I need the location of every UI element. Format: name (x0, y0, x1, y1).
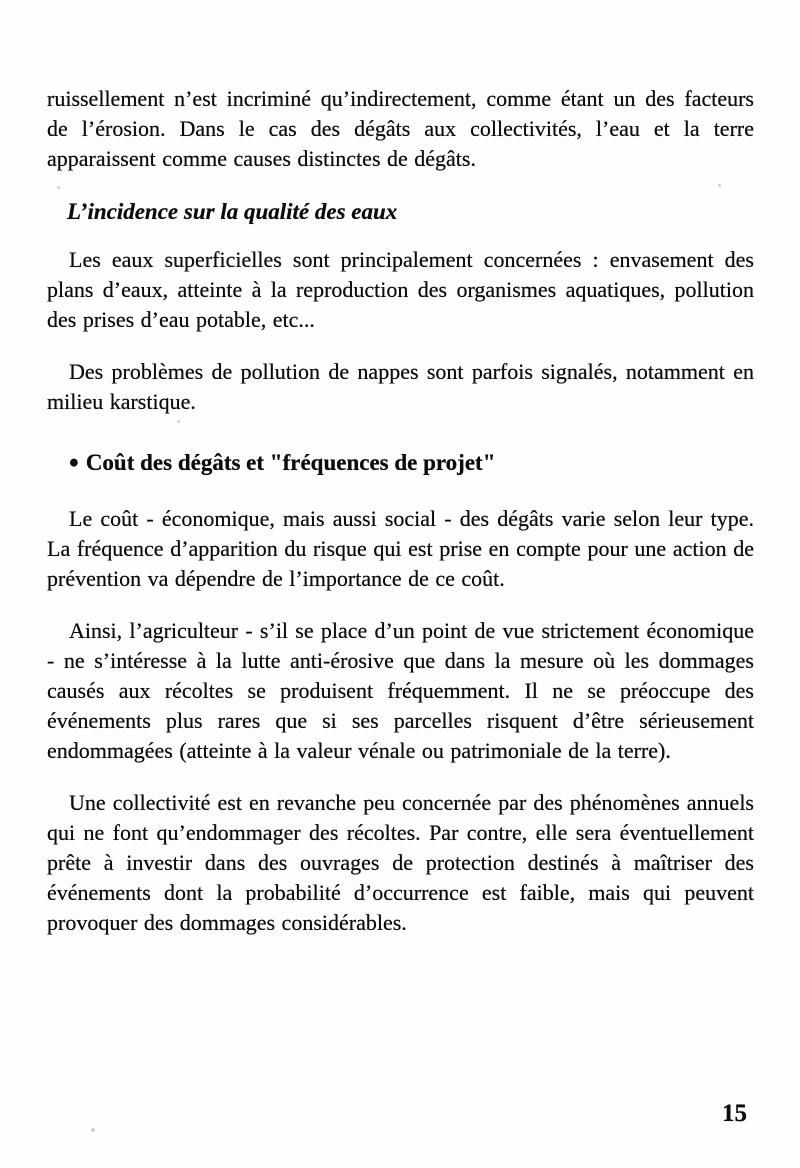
paragraph-le-cout: Le coût - économique, mais aussi social - des dégâts varie selon leur type. La fréquence d’apparition du risque qui est prise en compte pour une action de prévention va dépendre de l’importance de ce coût. (47, 506, 754, 591)
scan-speck (718, 184, 721, 187)
scan-speck (177, 420, 180, 423)
paragraph-eaux-superficielles: Les eaux superficielles sont principalement concernées : envasement des plans d’eaux, atteinte à la reproduction des organismes aquatiques, pollution des prises d’eau potable, etc... (47, 247, 754, 332)
bullet-icon: • (69, 448, 79, 479)
bullet-heading-label: Coût des dégâts et "fréquences de projet" (85, 450, 496, 475)
section-heading-cout-degats (69, 448, 754, 478)
section-heading-incidence-qualite-eaux: L’incidence sur la qualité des eaux (67, 199, 398, 224)
page-number: 15 (722, 1100, 747, 1127)
scan-speck (57, 186, 60, 189)
paragraph-continuation: ruissellement n’est incriminé qu’indirectement, comme étant un des facteurs de l’érosion. Dans le cas des dégâts aux collectivités, l’eau et la terre apparaissent comme causes distinctes de dégâts. (47, 86, 754, 171)
page-body-text (47, 84, 754, 938)
paragraph-agriculteur: Ainsi, l’agriculteur - s’il se place d’un point de vue strictement économique - ne s’intéresse à la lutte anti-érosive que dans la mesure où les dommages causés aux récoltes se produisent fréquemment. Il ne se préoccupe des événements plus rares que si ses parcelles risquent d’être sérieusement endommagées (atteinte à la valeur vénale ou patrimoniale de la terre). (47, 618, 754, 763)
paragraph-collectivite: Une collectivité est en revanche peu concernée par des phénomènes annuels qui ne font qu’endommager des récoltes. Par contre, elle sera éventuellement prête à investir dans des ouvrages de protection destinés à maîtriser des événements dont la probabilité d’occurrence est faible, mais qui peuvent provoquer des dommages considérables. (47, 790, 754, 935)
paragraph-pollution-nappes: Des problèmes de pollution de nappes sont parfois signalés, notamment en milieu karstique. (47, 359, 754, 414)
scan-speck (91, 1128, 95, 1132)
